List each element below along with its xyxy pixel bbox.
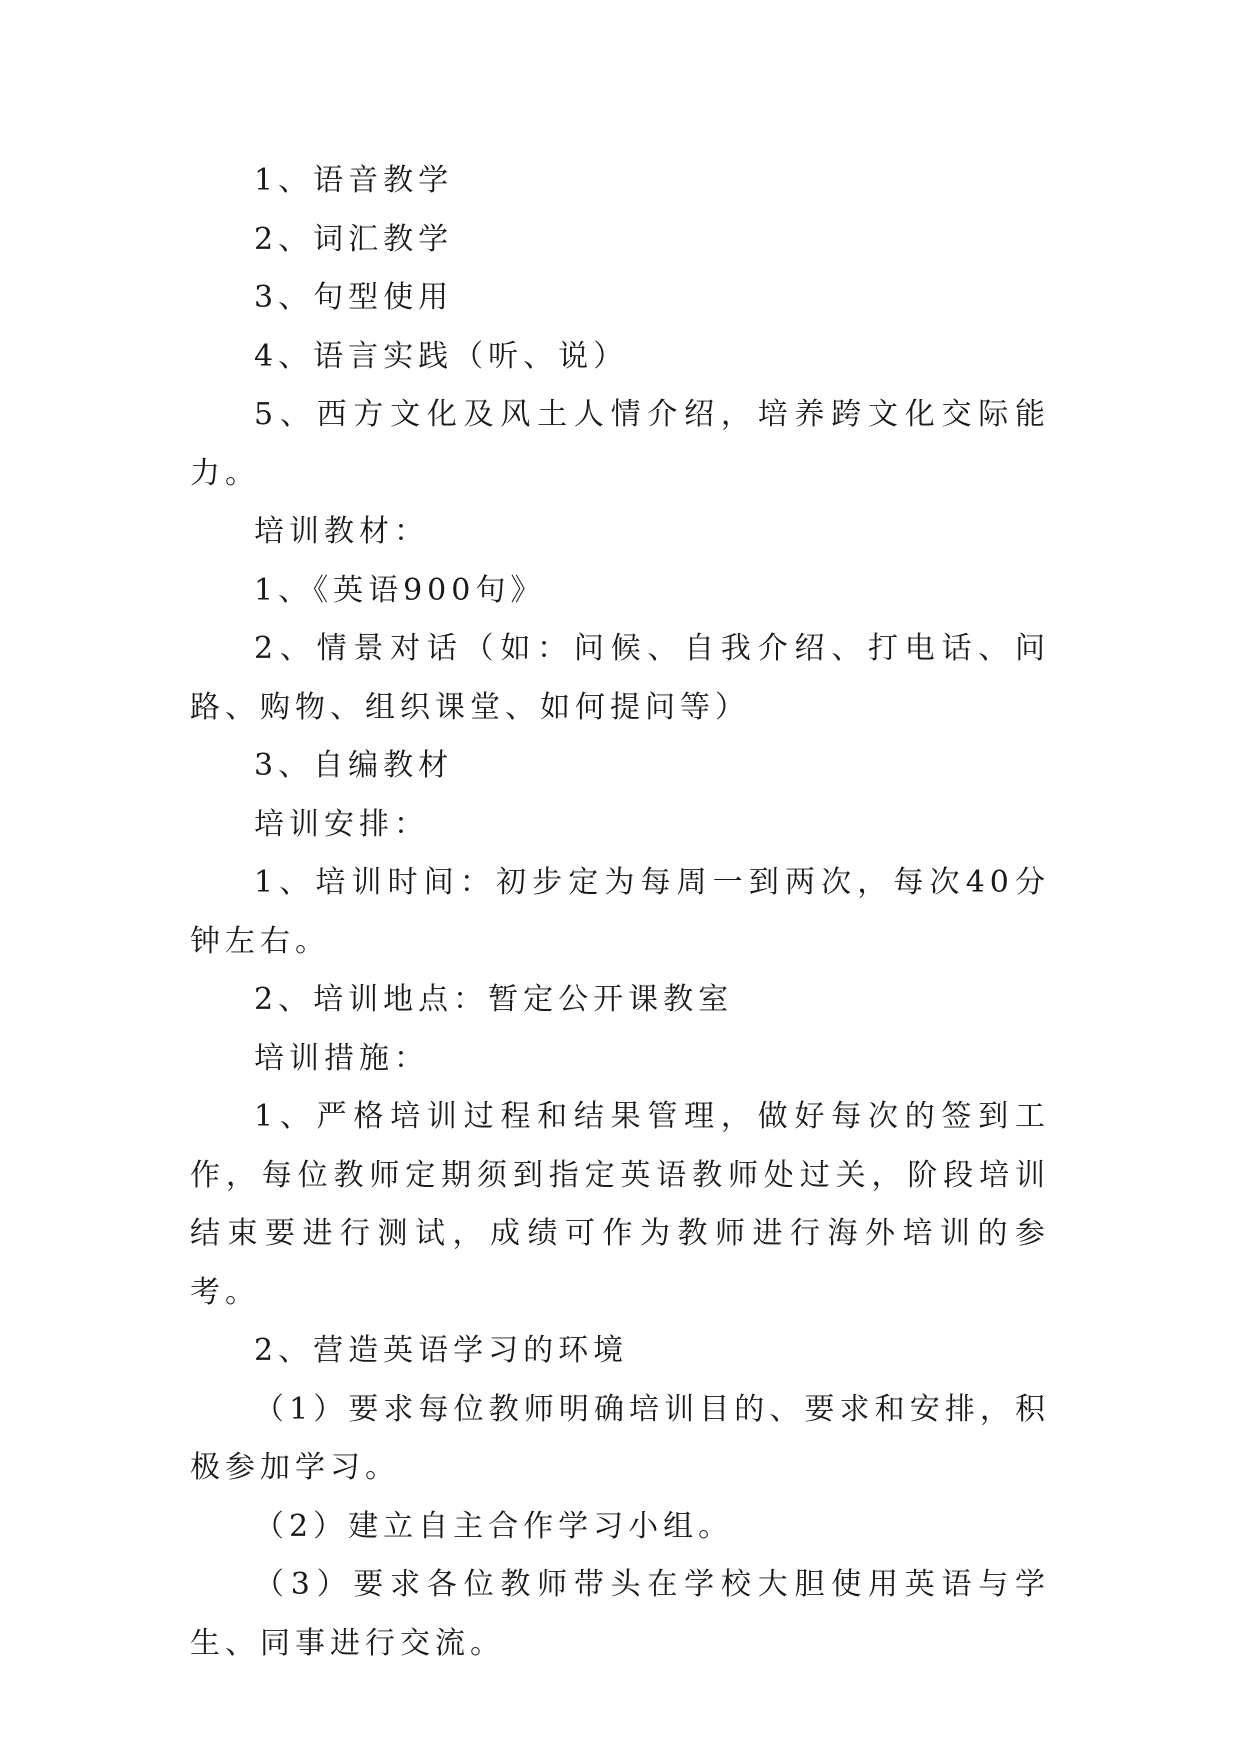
- document-body: [190, 152, 1050, 1673]
- section-heading: 培训安排：: [254, 806, 429, 842]
- paragraph: 2、培训地点：暂定公开课教室: [254, 982, 734, 1017]
- paragraph: （3）要求各位教师带头在学校大胆使用英语与学生、同事进行交流。: [190, 1567, 1050, 1661]
- paragraph: 5、西方文化及风土人情介绍，培养跨文化交际能力。: [190, 397, 1050, 491]
- paragraph: 1、严格培训过程和结果管理，做好每次的签到工作，每位教师定期须到指定英语教师处过关，阶段培训结束要进行测试，成绩可作为教师进行海外培训的参考。: [190, 1099, 1050, 1310]
- paragraph: （2）建立自主合作学习小组。: [254, 1508, 734, 1544]
- paragraph: 3、自编教材: [254, 748, 454, 783]
- section-heading: 培训教材：: [254, 514, 429, 549]
- paragraph: 3、句型使用: [254, 280, 454, 315]
- paragraph: 4、语言实践（听、说）: [254, 338, 629, 374]
- paragraph: 2、营造英语学习的环境: [254, 1333, 629, 1368]
- paragraph: 1、语音教学: [254, 163, 454, 198]
- paragraph: 2、情景对话（如：问候、自我介绍、打电话、问路、购物、组织课堂、如何提问等）: [190, 631, 1050, 725]
- paragraph: （1）要求每位教师明确培训目的、要求和安排，积极参加学习。: [190, 1391, 1050, 1485]
- paragraph: 2、词汇教学: [254, 221, 454, 257]
- paragraph: 1、《英语900句》: [254, 572, 546, 608]
- section-heading: 培训措施：: [254, 1040, 429, 1076]
- paragraph: 1、培训时间：初步定为每周一到两次，每次40分钟左右。: [190, 865, 1050, 959]
